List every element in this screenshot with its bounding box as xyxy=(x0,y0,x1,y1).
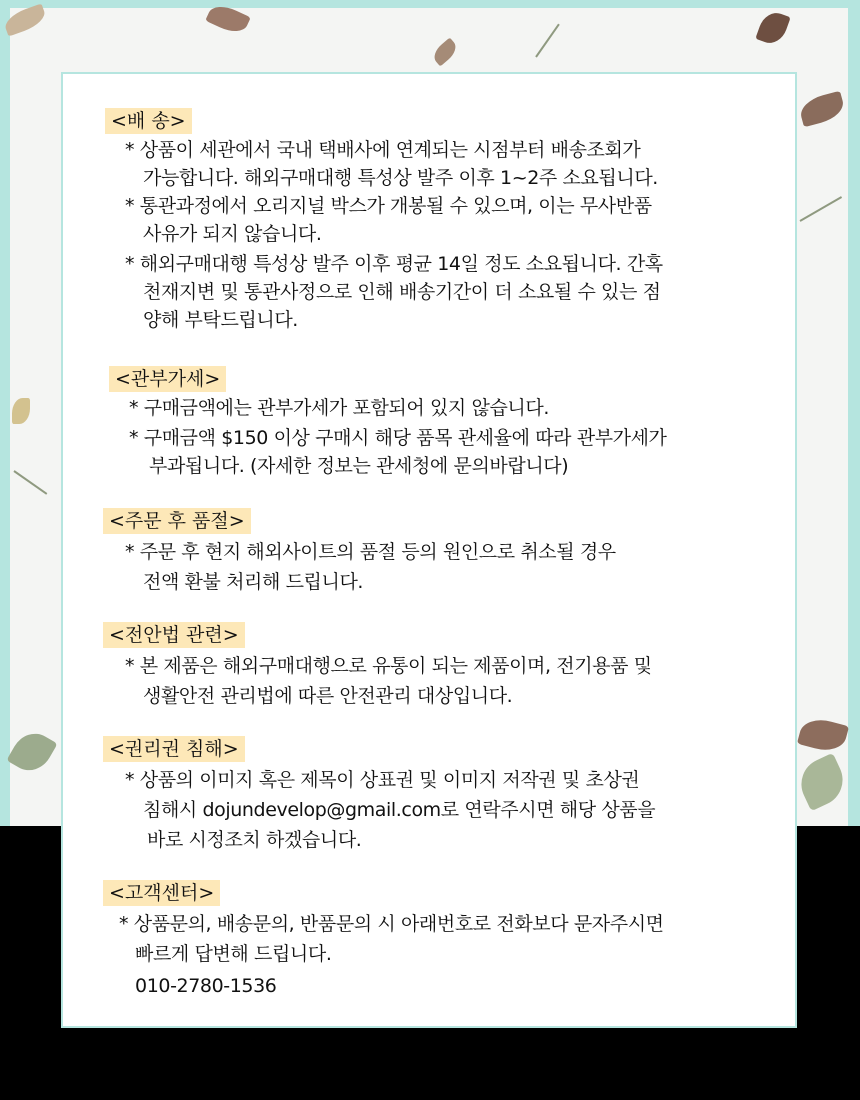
bullet-line: * 해외구매대행 특성상 발주 이후 평균 14일 정도 소요됩니다. 간혹 xyxy=(125,253,663,275)
text-line: 천재지변 및 통관사정으로 인해 배송기간이 더 소요될 수 있는 점 xyxy=(143,281,661,303)
text-line: 양해 부탁드립니다. xyxy=(143,309,298,331)
section-title: <관부가세> xyxy=(109,366,226,392)
text-line: 빠르게 답변해 드립니다. xyxy=(135,943,332,965)
section-title: <고객센터> xyxy=(103,880,220,906)
text-line: 부과됩니다. (자세한 정보는 관세청에 문의바랍니다) xyxy=(149,455,569,477)
section-title: <권리권 침해> xyxy=(103,736,245,762)
bullet-line: * 구매금액 $150 이상 구매시 해당 품목 관세율에 따라 관부가세가 xyxy=(129,427,667,449)
phone-number: 010-2780-1536 xyxy=(135,975,277,997)
text-line: 생활안전 관리법에 따른 안전관리 대상입니다. xyxy=(143,685,513,707)
bullet-line: * 본 제품은 해외구매대행으로 유통이 되는 제품이며, 전기용품 및 xyxy=(125,655,652,677)
text-line: 사유가 되지 않습니다. xyxy=(143,223,322,245)
section-title: <주문 후 품절> xyxy=(103,508,251,534)
text-line: 바로 시정조치 하겠습니다. xyxy=(147,829,362,851)
frame-top xyxy=(0,0,860,8)
bullet-line: * 상품문의, 배송문의, 반품문의 시 아래번호로 전화보다 문자주시면 xyxy=(119,913,664,935)
bullet-line: * 상품이 세관에서 국내 택배사에 연계되는 시점부터 배송조회가 xyxy=(125,139,641,161)
text-line: 전액 환불 처리해 드립니다. xyxy=(143,571,364,593)
bullet-line: * 통관과정에서 오리지널 박스가 개봉될 수 있으며, 이는 무사반품 xyxy=(125,195,652,217)
text-line: 침해시 dojundevelop@gmail.com로 연락주시면 해당 상품을 xyxy=(143,799,656,821)
bullet-line: * 구매금액에는 관부가세가 포함되어 있지 않습니다. xyxy=(129,397,549,419)
frame-left xyxy=(0,0,10,826)
notice-card xyxy=(61,72,797,1028)
section-title: <배 송> xyxy=(105,108,192,134)
bullet-line: * 주문 후 현지 해외사이트의 품절 등의 원인으로 취소될 경우 xyxy=(125,541,616,563)
text-line: 가능합니다. 해외구매대행 특성상 발주 이후 1~2주 소요됩니다. xyxy=(143,167,658,189)
bullet-line: * 상품의 이미지 혹은 제목이 상표권 및 이미지 저작권 및 초상권 xyxy=(125,769,640,791)
section-title: <전안법 관련> xyxy=(103,622,245,648)
frame-right xyxy=(848,0,860,826)
